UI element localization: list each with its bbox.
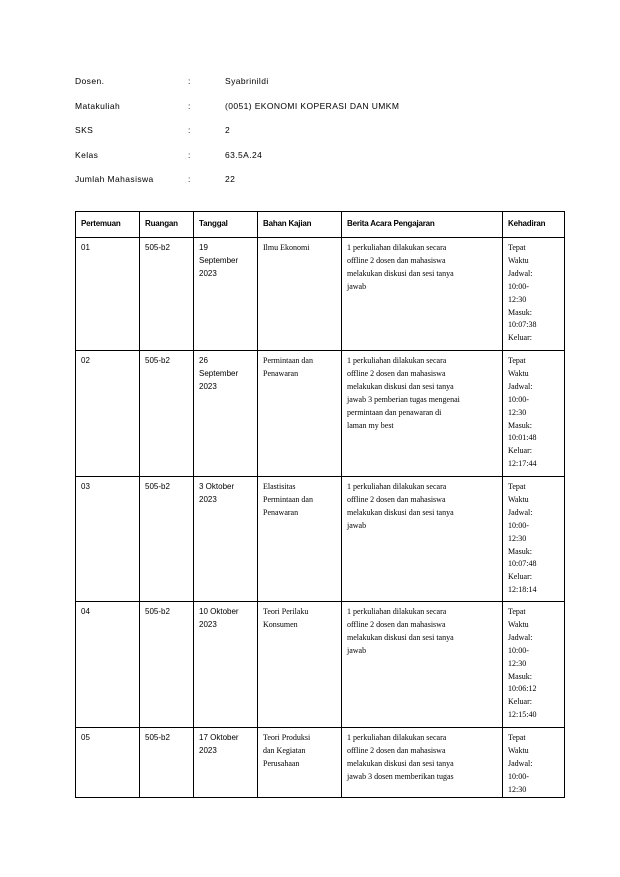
- cell-kehadiran: [503, 602, 565, 728]
- header-pertemuan: Pertemuan: [76, 212, 140, 238]
- cell-pertemuan: 04: [76, 602, 140, 728]
- table-row: [76, 728, 565, 798]
- cell-bahan-kajian: [258, 238, 342, 351]
- cell-bahan-kajian: [258, 728, 342, 798]
- cell-kehadiran-line: Waktu: [508, 255, 529, 265]
- cell-kehadiran-line: Jadwal:: [508, 632, 533, 642]
- cell-kehadiran-line: 10:00-: [508, 520, 529, 530]
- cell-bahan-kajian-line: Permintaan dan: [263, 356, 313, 365]
- header-tanggal: Tanggal: [194, 212, 258, 238]
- cell-bahan-kajian: [258, 351, 342, 477]
- cell-tanggal-line: 2023: [199, 745, 217, 755]
- cell-kehadiran-line: 12:30: [508, 294, 527, 304]
- cell-kehadiran-line: Waktu: [508, 368, 529, 378]
- cell-kehadiran: [503, 477, 565, 602]
- cell-kehadiran-line: 12:30: [508, 407, 527, 417]
- header-bahan-kajian: Bahan Kajian: [258, 212, 342, 238]
- info-separator: :: [188, 174, 191, 184]
- cell-berita-acara: [342, 477, 503, 602]
- cell-berita-acara-line: melakukan diskusi dan sesi tanya: [347, 507, 454, 517]
- cell-berita-acara-line: melakukan diskusi dan sesi tanya: [347, 381, 454, 391]
- cell-berita-acara-line: 1 perkuliahan dilakukan secara: [347, 733, 447, 742]
- info-value: 2: [225, 125, 231, 135]
- cell-tanggal: [194, 238, 258, 351]
- cell-ruangan: 505-b2: [140, 728, 194, 798]
- cell-bahan-kajian-line: Elastisitas: [263, 482, 296, 491]
- cell-bahan-kajian: [258, 602, 342, 728]
- cell-kehadiran-line: Tepat: [508, 356, 526, 365]
- info-separator: :: [188, 149, 191, 160]
- cell-berita-acara-line: melakukan diskusi dan sesi tanya: [347, 268, 454, 278]
- cell-pertemuan: 02: [76, 351, 140, 477]
- info-key: Kelas: [75, 149, 99, 160]
- cell-bahan-kajian-line: Teori Produksi: [263, 733, 311, 742]
- cell-kehadiran-line: 12:30: [508, 658, 527, 668]
- cell-bahan-kajian-line: Penawaran: [263, 507, 299, 517]
- cell-berita-acara-line: 1 perkuliahan dilakukan secara: [347, 243, 447, 252]
- table-row: [76, 238, 565, 351]
- cell-kehadiran: [503, 238, 565, 351]
- cell-kehadiran-line: Keluar:: [508, 572, 532, 582]
- cell-tanggal-line: 2023: [199, 268, 217, 278]
- cell-berita-acara-line: jawab: [347, 645, 367, 655]
- cell-kehadiran-line: Masuk:: [508, 671, 532, 681]
- cell-ruangan: 505-b2: [140, 477, 194, 602]
- cell-berita-acara-line: permintaan dan penawaran di: [347, 407, 442, 417]
- cell-tanggal-line: 2023: [199, 381, 217, 391]
- cell-kehadiran-line: Keluar:: [508, 446, 532, 456]
- info-key: Matakuliah: [75, 100, 121, 111]
- table-header-row: [76, 212, 565, 238]
- cell-berita-acara-line: 1 perkuliahan dilakukan secara: [347, 356, 447, 365]
- cell-kehadiran-line: 10:06:12: [508, 684, 537, 694]
- cell-kehadiran-line: 12:18:14: [508, 585, 537, 595]
- cell-kehadiran-line: 10:07:38: [508, 320, 537, 330]
- cell-kehadiran-line: Waktu: [508, 494, 529, 504]
- cell-berita-acara-line: melakukan diskusi dan sesi tanya: [347, 632, 454, 642]
- cell-kehadiran-line: Keluar:: [508, 697, 532, 707]
- cell-tanggal-line: 10 Oktober: [199, 607, 239, 616]
- info-key: SKS: [75, 125, 94, 135]
- cell-kehadiran-line: Tepat: [508, 482, 526, 491]
- cell-berita-acara-line: jawab: [347, 520, 367, 530]
- cell-berita-acara-line: melakukan diskusi dan sesi tanya: [347, 758, 454, 768]
- cell-berita-acara: [342, 351, 503, 477]
- cell-kehadiran-line: 10:00-: [508, 645, 529, 655]
- cell-ruangan: 505-b2: [140, 351, 194, 477]
- attendance-table: [75, 211, 565, 798]
- cell-berita-acara-line: offline 2 dosen dan mahasiswa: [347, 494, 446, 504]
- cell-bahan-kajian-line: Konsumen: [263, 619, 298, 629]
- cell-kehadiran-line: 12:17:44: [508, 459, 537, 469]
- cell-bahan-kajian: [258, 477, 342, 602]
- cell-berita-acara: [342, 602, 503, 728]
- cell-bahan-kajian-line: dan Kegiatan: [263, 745, 306, 755]
- info-value: 63.5A.24: [225, 149, 263, 160]
- cell-tanggal-line: 2023: [199, 494, 217, 504]
- cell-tanggal: [194, 602, 258, 728]
- cell-tanggal: [194, 728, 258, 798]
- cell-kehadiran-line: 10:07:48: [508, 559, 537, 569]
- header-ruangan: Ruangan: [140, 212, 194, 238]
- cell-kehadiran-line: 12:15:40: [508, 710, 537, 720]
- cell-kehadiran-line: Waktu: [508, 619, 529, 629]
- cell-kehadiran-line: Masuk:: [508, 420, 532, 430]
- info-value: Syabrinildi: [225, 76, 269, 86]
- cell-kehadiran-line: Jadwal:: [508, 268, 533, 278]
- header-berita-acara: Berita Acara Pengajaran: [342, 212, 503, 238]
- cell-ruangan: 505-b2: [140, 238, 194, 351]
- cell-berita-acara-line: 1 perkuliahan dilakukan secara: [347, 607, 447, 616]
- table-row: [76, 351, 565, 477]
- cell-berita-acara-line: jawab 3 pemberian tugas mengenai: [347, 394, 460, 404]
- cell-kehadiran-line: Tepat: [508, 733, 526, 742]
- cell-berita-acara-line: 1 perkuliahan dilakukan secara: [347, 482, 447, 491]
- cell-kehadiran-line: 10:01:48: [508, 433, 537, 443]
- cell-kehadiran-line: Masuk:: [508, 546, 532, 556]
- cell-pertemuan: 01: [76, 238, 140, 351]
- cell-berita-acara-line: offline 2 dosen dan mahasiswa: [347, 619, 446, 629]
- cell-berita-acara-line: jawab 3 dosen memberikan tugas: [347, 771, 454, 781]
- cell-kehadiran-line: Masuk:: [508, 307, 532, 317]
- cell-kehadiran-line: 10:00-: [508, 771, 529, 781]
- cell-berita-acara-line: offline 2 dosen dan mahasiswa: [347, 745, 446, 755]
- cell-kehadiran-line: Keluar:: [508, 333, 532, 343]
- cell-kehadiran-line: Jadwal:: [508, 381, 533, 391]
- cell-tanggal-line: 26: [199, 356, 208, 365]
- cell-bahan-kajian-line: Ilmu Ekonomi: [263, 243, 310, 252]
- cell-tanggal: [194, 477, 258, 602]
- cell-tanggal-line: 2023: [199, 619, 217, 629]
- cell-tanggal-line: September: [199, 255, 239, 265]
- table-row: [76, 477, 565, 602]
- cell-kehadiran-line: Tepat: [508, 243, 526, 252]
- cell-bahan-kajian-line: Permintaan dan: [263, 494, 313, 504]
- cell-tanggal-line: 17 Oktober: [199, 733, 239, 742]
- cell-pertemuan: 05: [76, 728, 140, 798]
- cell-tanggal-line: September: [199, 368, 239, 378]
- cell-berita-acara-line: laman my best: [347, 420, 394, 430]
- cell-kehadiran-line: Waktu: [508, 745, 529, 755]
- cell-berita-acara: [342, 728, 503, 798]
- cell-berita-acara-line: offline 2 dosen dan mahasiswa: [347, 255, 446, 265]
- cell-kehadiran-line: Tepat: [508, 607, 526, 616]
- cell-kehadiran-line: Jadwal:: [508, 507, 533, 517]
- cell-kehadiran-line: 10:00-: [508, 281, 529, 291]
- cell-bahan-kajian-line: Penawaran: [263, 368, 299, 378]
- info-key: Dosen.: [75, 76, 105, 86]
- cell-kehadiran-line: 10:00-: [508, 394, 529, 404]
- cell-tanggal-line: 19: [199, 243, 208, 252]
- cell-bahan-kajian-line: Teori Perilaku: [263, 607, 309, 616]
- cell-kehadiran-line: 12:30: [508, 533, 527, 543]
- cell-bahan-kajian-line: Perusahaan: [263, 758, 300, 768]
- info-separator: :: [188, 76, 191, 86]
- info-separator: :: [188, 125, 191, 135]
- info-value: 22: [225, 174, 236, 184]
- cell-berita-acara-line: jawab: [347, 281, 367, 291]
- cell-kehadiran: [503, 351, 565, 477]
- cell-kehadiran-line: 12:30: [508, 784, 527, 794]
- cell-tanggal: [194, 351, 258, 477]
- cell-pertemuan: 03: [76, 477, 140, 602]
- info-separator: :: [188, 100, 191, 111]
- info-key: Jumlah Mahasiswa: [75, 174, 154, 184]
- cell-kehadiran-line: Jadwal:: [508, 758, 533, 768]
- info-value: (0051) EKONOMI KOPERASI DAN UMKM: [225, 100, 400, 111]
- cell-berita-acara-line: offline 2 dosen dan mahasiswa: [347, 368, 446, 378]
- cell-kehadiran: [503, 728, 565, 798]
- header-kehadiran: Kehadiran: [503, 212, 565, 238]
- cell-berita-acara: [342, 238, 503, 351]
- table-row: [76, 602, 565, 728]
- cell-tanggal-line: 3 Oktober: [199, 482, 235, 491]
- cell-ruangan: 505-b2: [140, 602, 194, 728]
